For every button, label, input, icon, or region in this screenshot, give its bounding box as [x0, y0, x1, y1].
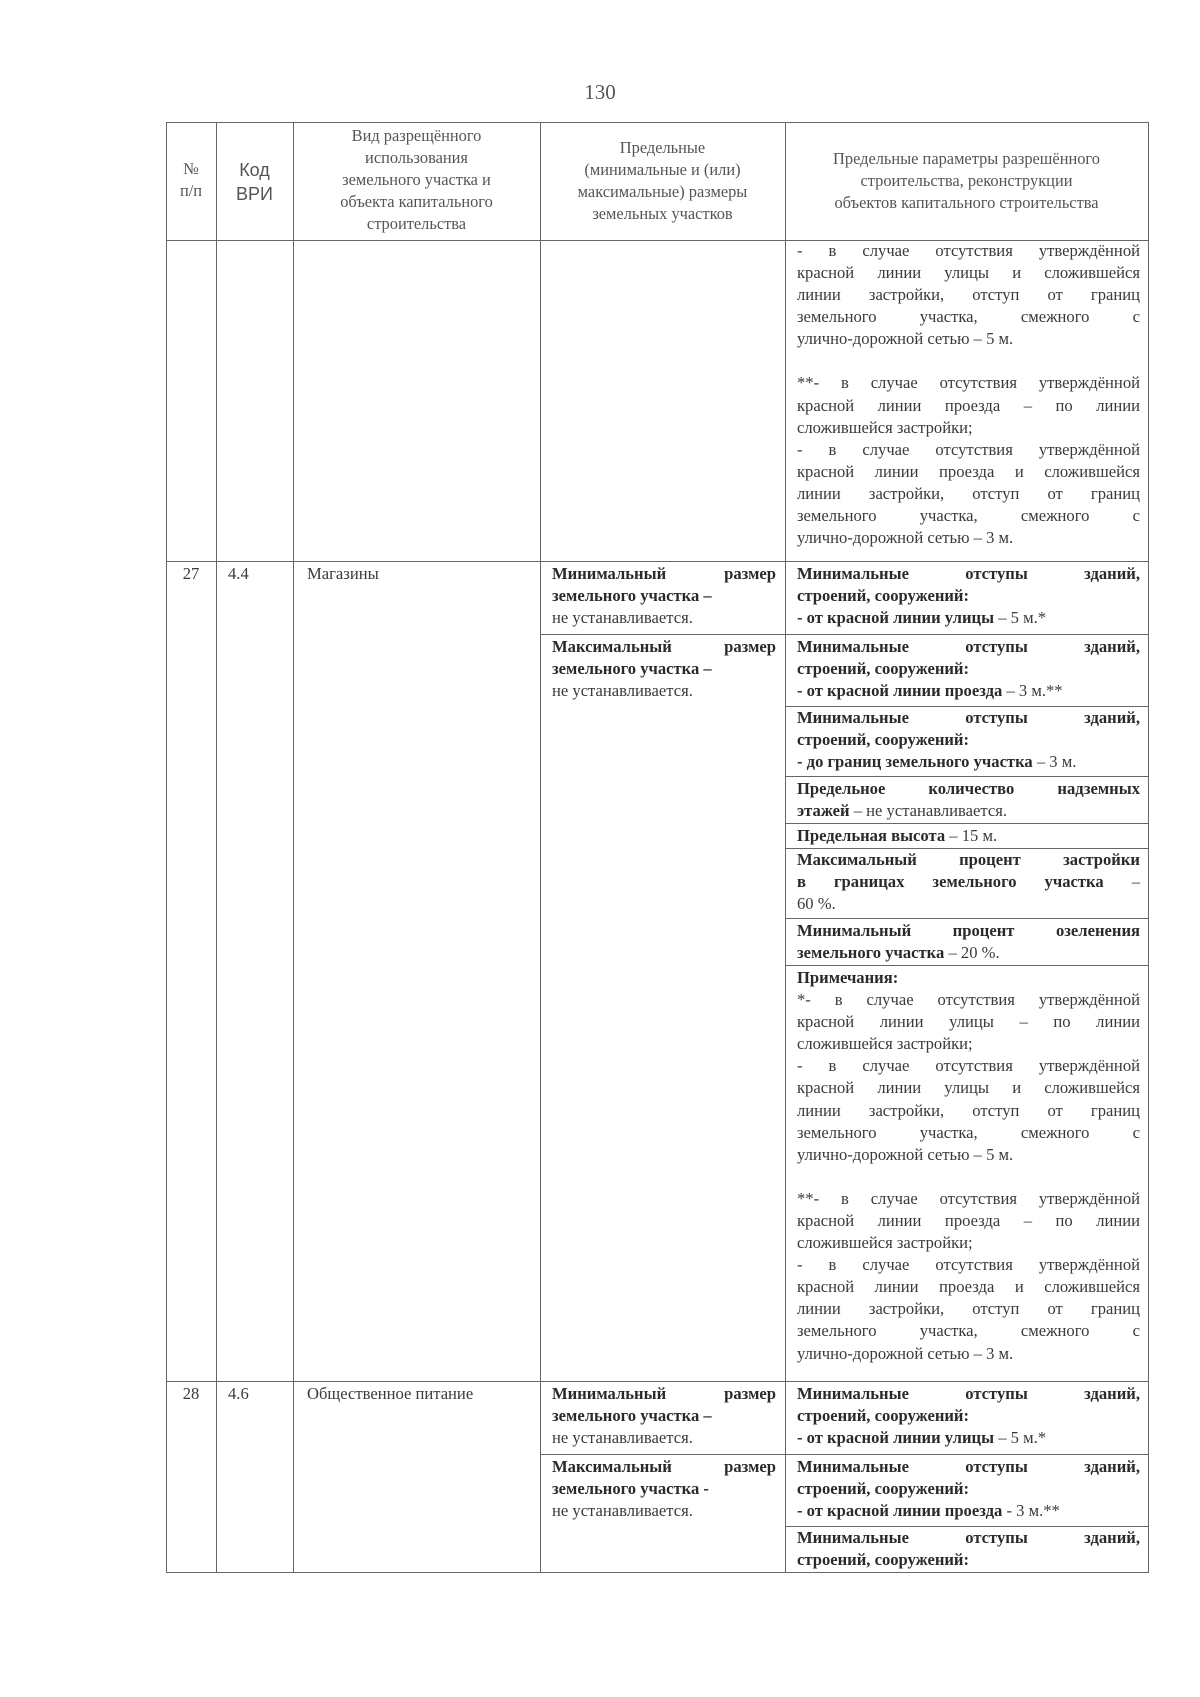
note-line: улично-дорожной сетью – 3 м. — [797, 528, 1014, 548]
param-subject: - от красной линии улицы — [797, 1428, 995, 1448]
note-line: линии застройки, отступ от границ — [797, 285, 1140, 305]
param-heading: строений, сооружений: — [797, 659, 970, 679]
param-value: – 15 м. — [945, 826, 998, 845]
param-heading: Максимальный процент застройки — [797, 850, 1140, 869]
row-27-param-driveway-setback — [797, 636, 1140, 702]
min-size-label-line1: Минимальный размер — [552, 1384, 776, 1403]
min-size-value: не устанавливается. — [552, 608, 693, 628]
header-code: Код ВРИ — [236, 160, 273, 204]
note-line: красной линии проезда и сложившейся — [797, 461, 1140, 481]
page-number: 130 — [584, 80, 616, 104]
param-value: – 5 м.* — [994, 608, 1047, 628]
row-28-param-boundary-setback — [797, 1527, 1140, 1571]
param-heading: Минимальные отступы зданий, — [797, 1457, 1140, 1476]
note-line: земельного участка, смежного с — [797, 1122, 1140, 1142]
notes-title: Примечания: — [797, 968, 899, 987]
param-heading: Минимальные отступы зданий, — [797, 708, 1140, 727]
note-line: - в случае отсутствия утверждённой — [797, 1056, 1140, 1076]
note-line: земельного участка, смежного с — [797, 506, 1140, 526]
header-num: № п/п — [179, 159, 203, 200]
note-line: - в случае отсутствия утверждённой — [797, 439, 1140, 459]
note-line: улично-дорожной сетью – 3 м. — [797, 1343, 1014, 1363]
row-28-param-driveway-setback — [797, 1456, 1140, 1522]
param-heading: Предельная высота — [797, 826, 946, 845]
note-spacer — [797, 1166, 1140, 1188]
row-27-notes — [797, 967, 1140, 1365]
row-28-name: Общественное питание — [307, 1384, 474, 1403]
note-line: - в случае отсутствия утверждённой — [797, 241, 1140, 260]
note-line: красной линии улицы и сложившейся — [797, 263, 1140, 283]
carry-over-notes — [797, 240, 1140, 549]
min-size-label-line2: земельного участка – — [552, 1406, 712, 1426]
note-line: сложившейся застройки; — [797, 1233, 973, 1253]
note-line: красной линии проезда – по линии — [797, 1210, 1140, 1230]
note-spacer — [797, 350, 1140, 372]
note-line: линии застройки, отступ от границ — [797, 483, 1140, 503]
row-27-param-boundary-setback — [797, 707, 1140, 773]
header-plot-size: Предельные (минимальные и (или) максимальные) размеры земельных участков — [577, 138, 748, 223]
note-line: линии застройки, отступ от границ — [797, 1299, 1140, 1319]
note-line: - в случае отсутствия утверждённой — [797, 1255, 1140, 1275]
row-28-code: 4.6 — [228, 1384, 249, 1403]
param-heading: Минимальные отступы зданий, — [797, 564, 1140, 583]
param-subject: - от красной линии улицы — [797, 608, 995, 628]
param-heading: Минимальные отступы зданий, — [797, 1384, 1140, 1403]
param-value: 60 %. — [797, 894, 836, 914]
note-line: красной линии проезда и сложившейся — [797, 1277, 1140, 1297]
row-27-code: 4.4 — [228, 564, 249, 583]
note-line: красной линии улицы и сложившейся — [797, 1078, 1140, 1098]
param-heading: строений, сооружений: — [797, 1550, 970, 1570]
max-size-label-line1: Максимальный размер — [552, 637, 776, 656]
max-size-value: не устанавливается. — [552, 1501, 693, 1521]
note-line: земельного участка, смежного с — [797, 1321, 1140, 1341]
note-line: **- в случае отсутствия утверждённой — [797, 373, 1140, 393]
param-heading: Минимальный процент озеленения — [797, 921, 1140, 940]
header-kind: Вид разрещённого использования земельного участка и объекта капитального строительства — [340, 126, 493, 233]
max-size-label-line2: земельного участка - — [552, 1479, 709, 1499]
param-value: – 20 %. — [944, 943, 1000, 963]
param-value: – 3 м. — [1032, 752, 1077, 772]
max-size-label-line2: земельного участка – — [552, 659, 712, 679]
param-heading: строений, сооружений: — [797, 1406, 970, 1426]
note-line: красной линии проезда – по линии — [797, 395, 1140, 415]
min-size-value: не устанавливается. — [552, 1428, 693, 1448]
note-line: линии застройки, отступ от границ — [797, 1100, 1140, 1120]
param-subject: - до границ земельного участка — [797, 752, 1033, 772]
row-27-num: 27 — [182, 564, 200, 583]
param-value: – 5 м.* — [994, 1428, 1047, 1448]
max-size-value: не устанавливается. — [552, 681, 693, 701]
max-size-label-line1: Максимальный размер — [552, 1457, 776, 1476]
param-value: - 3 м.** — [1002, 1501, 1060, 1521]
row-27-max-size — [552, 636, 776, 702]
param-heading: в границах земельного участка — [797, 872, 1104, 892]
note-line: улично-дорожной сетью – 5 м. — [797, 1144, 1014, 1164]
param-subject: - от красной линии проезда — [797, 1501, 1003, 1521]
param-value: – не устанавливается. — [849, 801, 1008, 821]
note-line: сложившейся застройки; — [797, 1034, 973, 1054]
row-28-num: 28 — [182, 1384, 200, 1403]
row-28-param-street-setback — [797, 1383, 1140, 1449]
row-27-param-greening — [797, 920, 1140, 964]
param-value: – 3 м.** — [1002, 681, 1063, 701]
param-heading: этажей — [797, 801, 850, 821]
header-params: Предельные параметры разрешённого строительства, реконструкции объектов капитального строительства — [833, 149, 1100, 212]
param-subject: - от красной линии проезда — [797, 681, 1003, 701]
row-27-param-street-setback — [797, 563, 1140, 629]
param-value: – — [1103, 872, 1140, 892]
note-line: улично-дорожной сетью – 5 м. — [797, 329, 1014, 349]
param-heading: Предельное количество надземных — [797, 779, 1140, 798]
note-line: сложившейся застройки; — [797, 417, 973, 437]
param-heading: Минимальные отступы зданий, — [797, 1528, 1140, 1547]
row-27-param-floors — [797, 778, 1140, 822]
note-line: земельного участка, смежного с — [797, 307, 1140, 327]
note-line: **- в случае отсутствия утверждённой — [797, 1188, 1140, 1208]
min-size-label-line1: Минимальный размер — [552, 564, 776, 583]
param-heading: строений, сооружений: — [797, 1479, 970, 1499]
note-line: красной линии улицы – по линии — [797, 1012, 1140, 1032]
row-27-param-coverage — [797, 849, 1140, 915]
min-size-label-line2: земельного участка – — [552, 586, 712, 606]
param-heading: Минимальные отступы зданий, — [797, 637, 1140, 656]
param-heading: земельного участка — [797, 943, 945, 963]
row-27-name: Магазины — [307, 564, 379, 583]
param-heading: строений, сооружений: — [797, 730, 970, 750]
row-28-min-size — [552, 1383, 776, 1449]
row-28-max-size — [552, 1456, 776, 1522]
note-line: *- в случае отсутствия утверждённой — [797, 990, 1140, 1010]
row-27-param-height — [797, 825, 1140, 847]
row-27-min-size — [552, 563, 776, 629]
param-heading: строений, сооружений: — [797, 586, 970, 606]
